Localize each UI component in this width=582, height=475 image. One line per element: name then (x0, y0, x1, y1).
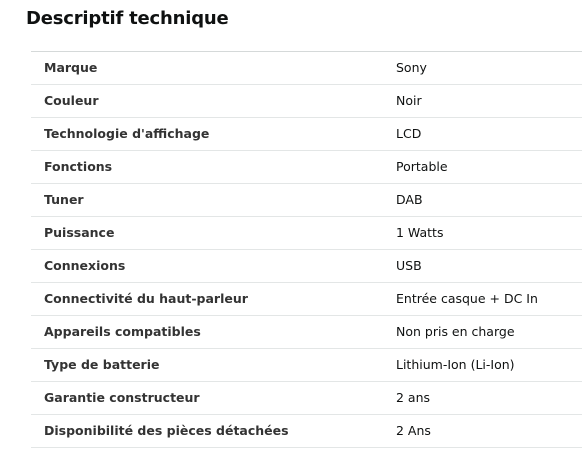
spec-value-power: 1 Watts (396, 225, 444, 240)
spec-label-spare-parts-availability: Disponibilité des pièces détachées (44, 423, 289, 438)
spec-label-connections: Connexions (44, 258, 126, 273)
spec-label-functions: Fonctions (44, 159, 113, 174)
table-row (31, 250, 582, 283)
table-row (31, 85, 582, 118)
table-row (31, 382, 582, 415)
spec-value-manufacturer-warranty: 2 ans (396, 390, 431, 405)
table-row (31, 316, 582, 349)
section-title: Descriptif technique (26, 8, 229, 29)
spec-label-compatible-devices: Appareils compatibles (44, 324, 201, 339)
spec-label-display-technology: Technologie d'affichage (44, 126, 210, 141)
table-row (31, 415, 582, 448)
spec-value-color: Noir (396, 93, 422, 108)
spec-label-manufacturer-warranty: Garantie constructeur (44, 390, 200, 405)
spec-value-functions: Portable (396, 159, 448, 174)
spec-value-brand: Sony (396, 60, 427, 75)
spec-value-tuner: DAB (396, 192, 423, 207)
spec-label-brand: Marque (44, 60, 98, 75)
table-row (31, 217, 582, 250)
table-row (31, 184, 582, 217)
spec-value-battery-type: Lithium-Ion (Li-Ion) (396, 357, 515, 372)
spec-value-compatible-devices: Non pris en charge (396, 324, 515, 339)
technical-specs-table (31, 51, 582, 448)
table-row (31, 151, 582, 184)
spec-label-tuner: Tuner (44, 192, 84, 207)
spec-value-display-technology: LCD (396, 126, 422, 141)
table-row (31, 349, 582, 382)
spec-label-battery-type: Type de batterie (44, 357, 160, 372)
table-row (31, 118, 582, 151)
table-row (31, 52, 582, 85)
spec-label-speaker-connectivity: Connectivité du haut-parleur (44, 291, 248, 306)
spec-value-connections: USB (396, 258, 422, 273)
spec-value-speaker-connectivity: Entrée casque + DC In (396, 291, 538, 306)
table-row (31, 283, 582, 316)
spec-label-power: Puissance (44, 225, 115, 240)
spec-label-color: Couleur (44, 93, 99, 108)
spec-value-spare-parts-availability: 2 Ans (396, 423, 431, 438)
